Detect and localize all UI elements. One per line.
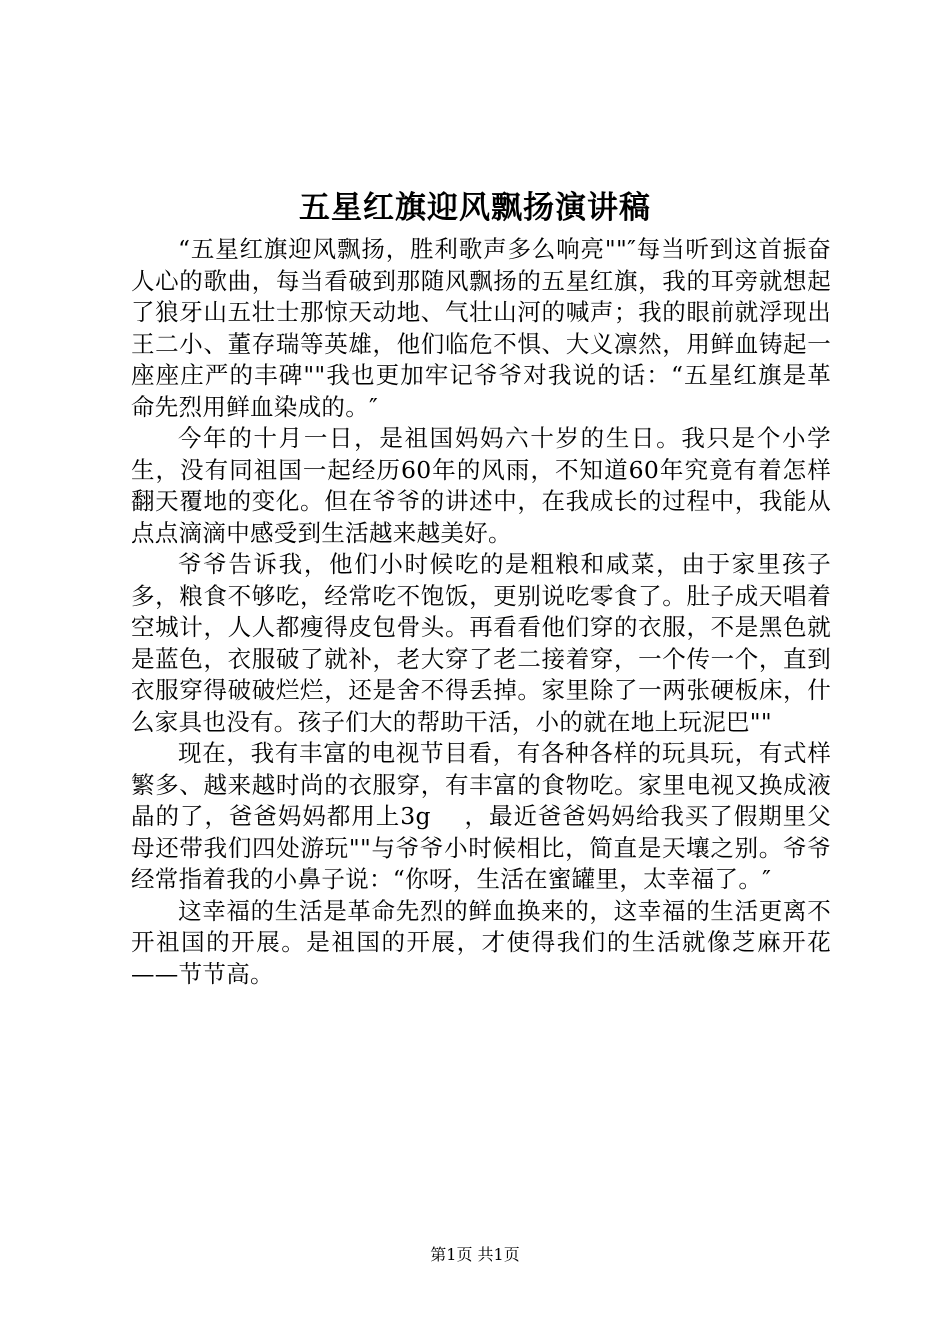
document-title: 五星红旗迎风飘扬演讲稿	[299, 190, 651, 226]
page-footer: 第1页 共1页	[430, 1245, 520, 1264]
paragraph-1: “五星红旗迎风飘扬，胜利歌声多么响亮""″每当听到这首振奋人心的歌曲，每当看破到那随风飘扬的五星红旗，我的耳旁就想起了狼牙山五壮士那惊天动地、气壮山河的喊声；我的眼前就浮现出王二小、董存瑞等英雄，他们临危不惧、大义凛然，用鲜血铸起一座座庄严的丰碑""我也更加牢记爷爷对我说的话：“五星红旗是革命先烈用鲜血染成的。″	[131, 235, 831, 421]
paragraph-2: 今年的十月一日，是祖国妈妈六十岁的生日。我只是个小学生，没有同祖国一起经历60年的风雨，不知道60年究竟有着怎样翻天覆地的变化。但在爷爷的讲述中，在我成长的过程中，我能从点点滴滴中感受到生活越来越美好。	[131, 424, 831, 547]
document-body	[131, 234, 831, 990]
paragraph-4: 现在，我有丰富的电视节目看，有各种各样的玩具玩，有式样繁多、越来越时尚的衣服穿，有丰富的食物吃。家里电视又换成液晶的了，爸爸妈妈都用上3g ，最近爸爸妈妈给我买了假期里父母还带我们四处游玩""与爷爷小时候相比，简直是天壤之别。爷爷经常指着我的小鼻子说：“你呀，生活在蜜罐里，太幸福了。″	[131, 739, 831, 893]
paragraph-5: 这幸福的生活是革命先烈的鲜血换来的，这幸福的生活更离不开祖国的开展。是祖国的开展，才使得我们的生活就像芝麻开花——节节高。	[131, 896, 831, 988]
paragraph-3: 爷爷告诉我，他们小时候吃的是粗粮和咸菜，由于家里孩子多，粮食不够吃，经常吃不饱饭，更别说吃零食了。肚子成天唱着空城计，人人都瘦得皮包骨头。再看看他们穿的衣服，不是黑色就是蓝色，衣服破了就补，老大穿了老二接着穿，一个传一个，直到衣服穿得破破烂烂，还是舍不得丢掉。家里除了一两张硬板床，什么家具也没有。孩子们大的帮助干活，小的就在地上玩泥巴""	[131, 550, 831, 736]
